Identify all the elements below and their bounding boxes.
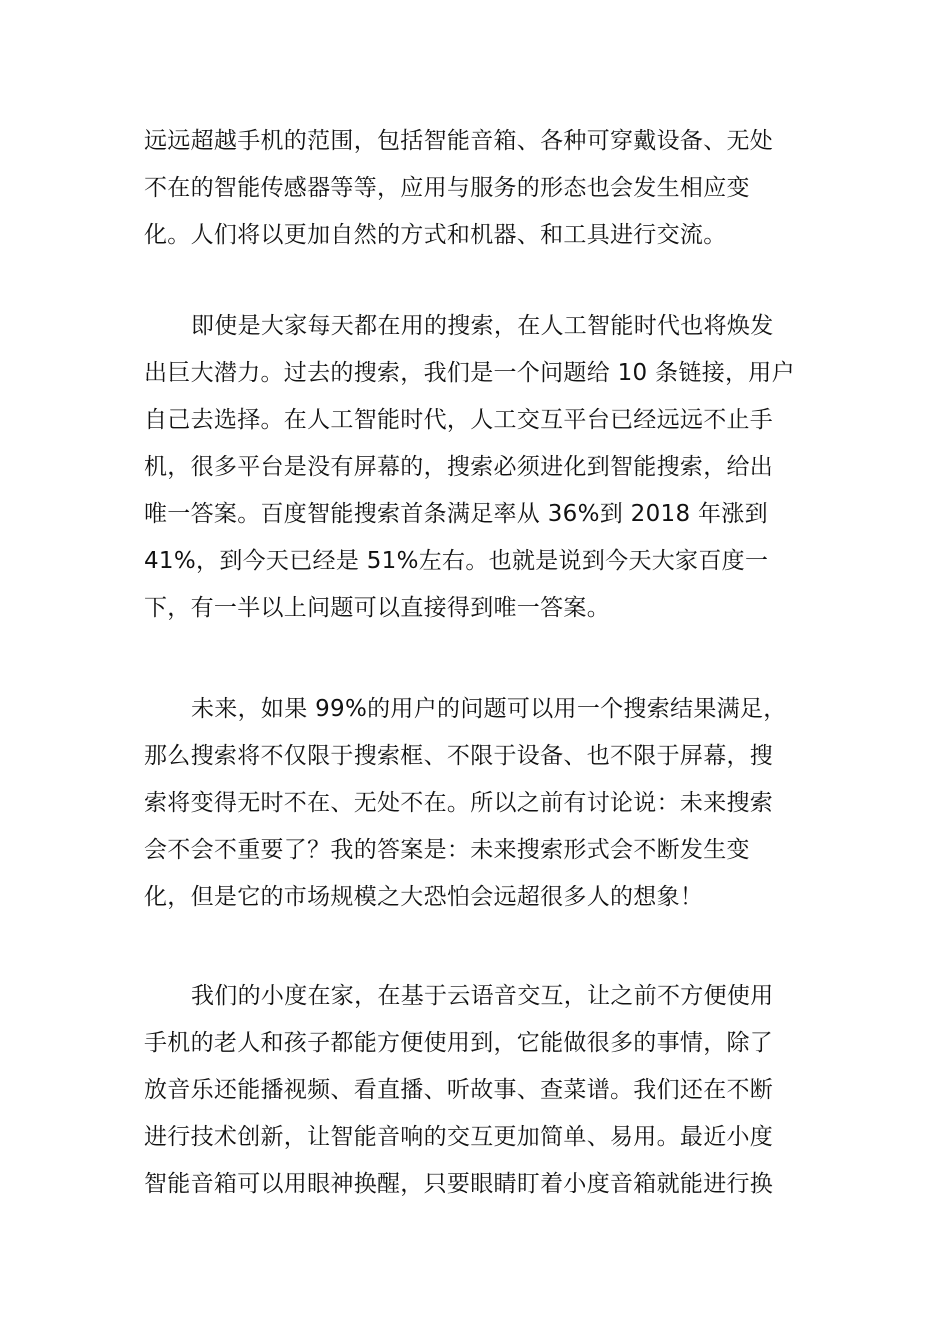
paragraph-1 [144, 118, 814, 259]
text-line: 未来，如果 99%的用户的问题可以用一个搜索结果满足， [191, 696, 787, 722]
text-line: 那么搜索将不仅限于搜索框、不限于设备、也不限于屏幕，搜 [144, 743, 774, 769]
text-line: 会不会不重要了？我的答案是：未来搜索形式会不断发生变 [144, 837, 750, 863]
text-line: 我们的小度在家，在基于云语音交互，让之前不方便使用 [191, 983, 774, 1009]
text-line: 即使是大家每天都在用的搜索，在人工智能时代也将焕发 [191, 313, 774, 339]
text-line: 智能音箱可以用眼神换醒，只要眼睛盯着小度音箱就能进行换 [144, 1171, 774, 1197]
text-line: 唯一答案。百度智能搜索首条满足率从 36%到 2018 年涨到 [144, 501, 768, 527]
text-line: 手机的老人和孩子都能方便使用到，它能做很多的事情，除了 [144, 1030, 774, 1056]
text-line: 自己去选择。在人工智能时代，人工交互平台已经远远不止手 [144, 407, 774, 433]
paragraph-3 [144, 686, 814, 921]
text-line: 放音乐还能播视频、看直播、听故事、查菜谱。我们还在不断 [144, 1077, 774, 1103]
text-line: 不在的智能传感器等等，应用与服务的形态也会发生相应变 [144, 175, 750, 201]
text-line: 索将变得无时不在、无处不在。所以之前有讨论说：未来搜索 [144, 790, 774, 816]
text-line: 41%，到今天已经是 51%左右。也就是说到今天大家百度一 [144, 548, 769, 574]
text-line: 出巨大潜力。过去的搜索，我们是一个问题给 10 条链接，用户 [144, 360, 795, 386]
text-line: 化，但是它的市场规模之大恐怕会远超很多人的想象！ [144, 884, 704, 910]
text-line: 机，很多平台是没有屏幕的，搜索必须进化到智能搜索，给出 [144, 454, 774, 480]
text-line: 化。人们将以更加自然的方式和机器、和工具进行交流。 [144, 222, 727, 248]
paragraph-4 [144, 973, 814, 1208]
text-line: 下，有一半以上问题可以直接得到唯一答案。 [144, 595, 610, 621]
paragraph-2 [144, 303, 814, 632]
text-line: 进行技术创新，让智能音响的交互更加简单、易用。最近小度 [144, 1124, 774, 1150]
text-line: 远远超越手机的范围，包括智能音箱、各种可穿戴设备、无处 [144, 128, 774, 154]
